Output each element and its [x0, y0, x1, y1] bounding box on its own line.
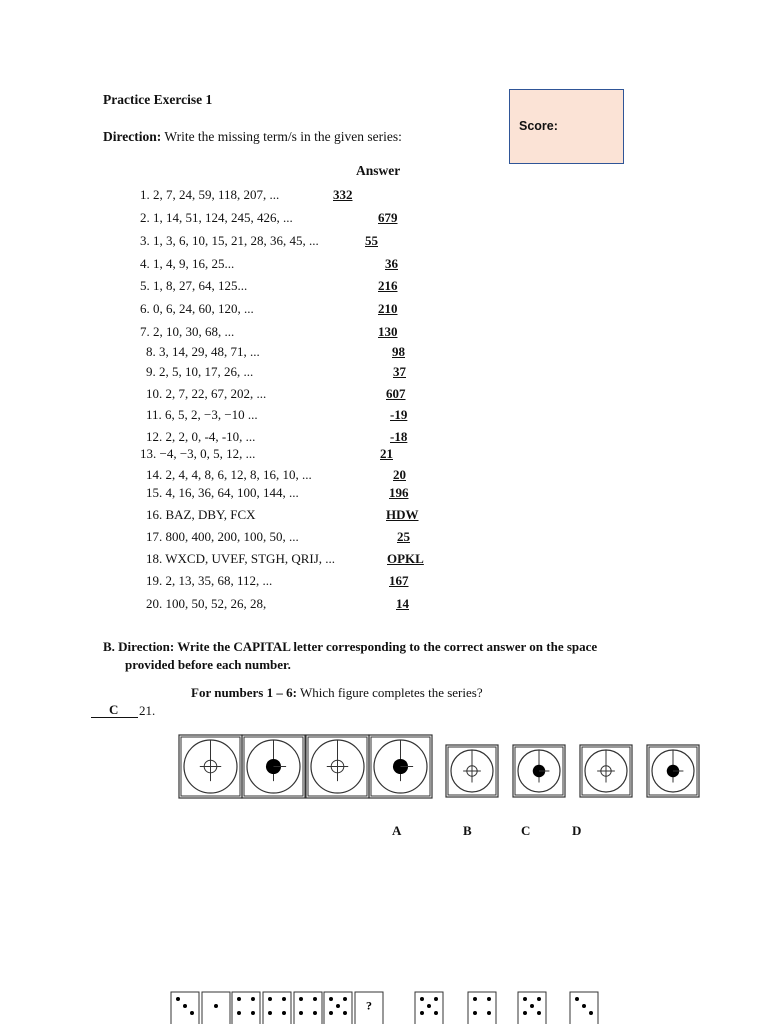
- series-question-3: 3. 1, 3, 6, 10, 15, 21, 28, 36, 45, ...: [140, 233, 319, 248]
- series-answer-7: 130: [378, 324, 398, 339]
- series-answer-1: 332: [333, 187, 353, 202]
- series-answer-9: 37: [393, 364, 406, 379]
- q22-series-die-1: [171, 992, 199, 1024]
- series-answer-10: 607: [386, 386, 406, 401]
- q22-choice-die-b: [468, 992, 496, 1024]
- q21-series-figure-4: [369, 735, 432, 798]
- q22-series-die-5: [294, 992, 322, 1024]
- series-answer-16: HDW: [386, 507, 419, 522]
- series-answer-2: 679: [378, 210, 398, 225]
- q22-series-die-2: [202, 992, 230, 1024]
- series-answer-19: 167: [389, 573, 409, 588]
- q21-answer: C: [109, 702, 119, 717]
- q21-choice-figure-b: [513, 745, 565, 797]
- for-numbers-label: For numbers 1 – 6:: [191, 685, 297, 700]
- series-answer-17: 25: [397, 529, 410, 544]
- series-question-10: 10. 2, 7, 22, 67, 202, ...: [146, 386, 267, 401]
- q22-choice-die-a: [415, 992, 443, 1024]
- series-answer-13: 21: [380, 446, 393, 461]
- series-answer-3: 55: [365, 233, 378, 248]
- q21-choice-figure-c: [580, 745, 632, 797]
- q22-choice-die-d: [570, 992, 598, 1024]
- q22-series-die-4: [263, 992, 291, 1024]
- series-answer-18: OPKL: [387, 551, 424, 566]
- series-question-8: 8. 3, 14, 29, 48, 71, ...: [146, 344, 260, 359]
- q21-choice-figure-d: [647, 745, 699, 797]
- series-question-6: 6. 0, 6, 24, 60, 120, ...: [140, 301, 254, 316]
- for-numbers-text: Which figure completes the series?: [296, 685, 483, 700]
- series-answer-15: 196: [389, 485, 409, 500]
- q22-series-die-3: [232, 992, 260, 1024]
- series-answer-14: 20: [393, 467, 406, 482]
- series-question-2: 2. 1, 14, 51, 124, 245, 426, ...: [140, 210, 293, 225]
- series-question-11: 11. 6, 5, 2, −3, −10 ...: [146, 407, 258, 422]
- series-question-16: 16. BAZ, DBY, FCX: [146, 507, 256, 522]
- series-answer-6: 210: [378, 301, 398, 316]
- series-question-9: 9. 2, 5, 10, 17, 26, ...: [146, 364, 254, 379]
- option-label-c: C: [521, 823, 531, 838]
- series-question-12: 12. 2, 2, 0, -4, -10, ...: [146, 429, 256, 444]
- q21-number: 21.: [139, 703, 156, 718]
- series-question-20: 20. 100, 50, 52, 26, 28,: [146, 596, 267, 611]
- q22-series-die-6: [324, 992, 352, 1024]
- series-question-18: 18. WXCD, UVEF, STGH, QRIJ, ...: [146, 551, 336, 566]
- direction-a-label: Direction:: [103, 129, 162, 144]
- section-b-direction-cont: provided before each number.: [125, 657, 291, 672]
- q22-series-die-7: [355, 992, 383, 1024]
- series-answer-5: 216: [378, 278, 398, 293]
- series-answer-20: 14: [396, 596, 409, 611]
- series-question-15: 15. 4, 16, 36, 64, 100, 144, ...: [146, 485, 299, 500]
- series-question-14: 14. 2, 4, 4, 8, 6, 12, 8, 16, 10, ...: [146, 467, 312, 482]
- section-b-direction: B. Direction: Write the CAPITAL letter corresponding to the correct answer on the space: [103, 639, 598, 654]
- page-title: Practice Exercise 1: [103, 92, 213, 107]
- series-answer-11: -19: [390, 407, 408, 422]
- series-answer-12: -18: [390, 429, 408, 444]
- series-question-1: 1. 2, 7, 24, 59, 118, 207, ...: [140, 187, 280, 202]
- answer-header: Answer: [356, 163, 401, 178]
- series-question-7: 7. 2, 10, 30, 68, ...: [140, 324, 235, 339]
- series-answer-8: 98: [392, 344, 405, 359]
- question-mark-icon: ?: [366, 998, 372, 1013]
- option-label-b: B: [463, 823, 472, 838]
- option-label-d: D: [572, 823, 582, 838]
- direction-a-text: Write the missing term/s in the given series:: [161, 129, 402, 144]
- q21-series-figure-2: [242, 735, 305, 798]
- score-label: Score:: [519, 119, 558, 133]
- series-question-13: 13. −4, −3, 0, 5, 12, ...: [140, 446, 256, 461]
- q21-series-figure-3: [306, 735, 369, 798]
- series-answer-4: 36: [385, 256, 398, 271]
- q21-series-figure-1: [179, 735, 242, 798]
- series-question-4: 4. 1, 4, 9, 16, 25...: [140, 256, 235, 271]
- series-question-5: 5. 1, 8, 27, 64, 125...: [140, 278, 248, 293]
- series-question-19: 19. 2, 13, 35, 68, 112, ...: [146, 573, 273, 588]
- q22-choice-die-c: [518, 992, 546, 1024]
- q21-choice-figure-a: [446, 745, 498, 797]
- series-question-17: 17. 800, 400, 200, 100, 50, ...: [146, 529, 299, 544]
- option-label-a: A: [392, 823, 402, 838]
